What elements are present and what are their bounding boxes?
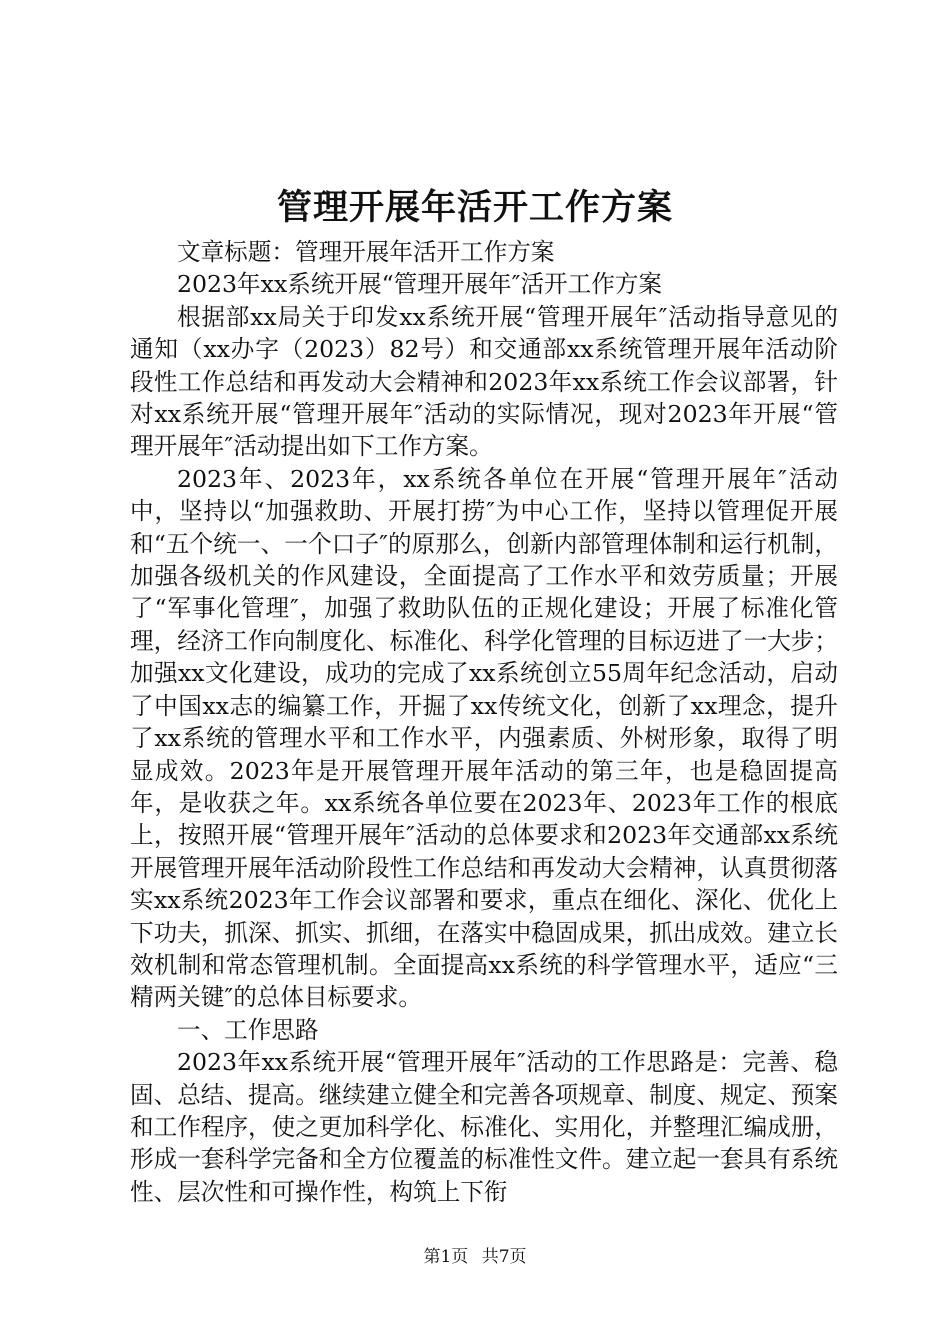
page-number: 第1页 [423,1247,469,1267]
page-footer [0,1246,950,1268]
paragraph-review: 2023年、2023年，xx系统各单位在开展“管理开展年″活动中，坚持以“加强救助、开展打捞″为中心工作，坚持以管理促开展和“五个统一、一个口子″的原那么，创新内部管理体制和运行机制，加强各级机关的作风建设，全面提高了工作水平和效劳质量；开展了“军事化管理″，加强了救助队伍的正规化建设；开展了标准化管理，经济工作向制度化、标准化、科学化管理的目标迈进了一大步；加强xx文化建设，成功的完成了xx系统创立55周年纪念活动，启动了中国xx志的编纂工作，开掘了xx传统文化，创新了xx理念，提升了xx系统的管理水平和工作水平，内强素质、外树形象，取得了明显成效。2023年是开展管理开展年活动的第三年，也是稳固提高年，是收获之年。xx系统各单位要在2023年、2023年工作的根底上，按照开展“管理开展年″活动的总体要求和2023年交通部xx系统开展管理开展年活动阶段性工作总结和再发动大会精神，认真贯彻落实xx系统2023年工作会议部署和要求，重点在细化、深化、优化上下功夫，抓深、抓实、抓细，在落实中稳固成果，抓出成效。建立长效机制和常态管理机制。全面提高xx系统的科学管理水平，适应“三精两关键″的总体目标要求。 [130,464,838,1012]
document-title: 管理开展年活开工作方案 [276,187,673,228]
paragraph-article-heading: 文章标题：管理开展年活开工作方案 [177,238,555,266]
paragraph-work-idea: 2023年xx系统开展“管理开展年″活动的工作思路是：完善、稳固、总结、提高。继续建立健全和完善各项规章、制度、规定、预案和工作程序，使之更加科学化、标准化、实用化，并整理汇编成册，形成一套科学完备和全方位覆盖的标准性文件。建立起一套具有系统性、层次性和可操作性，构筑上下衔 [130,1048,838,1206]
document-body [130,236,838,1208]
page-total: 共7页 [481,1247,527,1267]
paragraph-subtitle: 2023年xx系统开展“管理开展年″活开工作方案 [177,270,663,299]
section-heading-work-idea: 一、工作思路 [177,1015,319,1044]
paragraph-intro: 根据部xx局关于印发xx系统开展“管理开展年″活动指导意见的通知（xx办字（2023）82号）和交通部xx系统管理开展年活动阶段性工作总结和再发动大会精神和2023年xx系统工作会议部署，针对xx系统开展“管理开展年″活动的实际情况，现对2023年开展“管理开展年″活动提出如下工作方案。 [130,302,838,461]
